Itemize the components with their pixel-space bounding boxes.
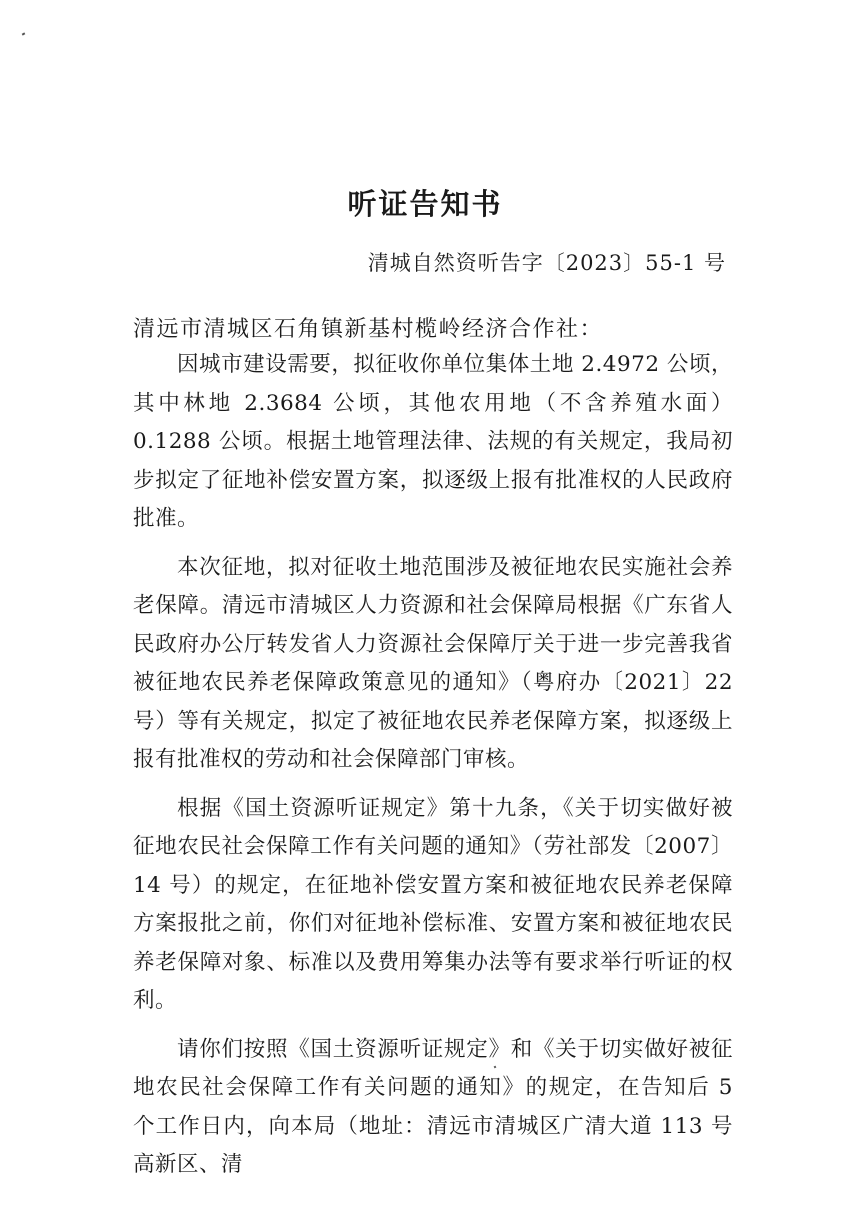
body-paragraph: 请你们按照《国土资源听证规定》和《关于切实做好被征地农民社会保障工作有关问题的通知》的规定，在告知后 5 个工作日内，向本局（地址：清远市清城区广清大道 113 号高新区、清 <box>133 1036 733 1177</box>
document-number: 清城自然资听告字〔2023〕55-1 号 <box>367 251 726 275</box>
addressee: 清远市清城区石角镇新基村榄岭经济合作社： <box>133 317 604 342</box>
scan-speck <box>22 32 26 35</box>
body-paragraph: 因城市建设需要，拟征收你单位集体土地 2.4972 公顷，其中林地 2.3684 公顷，其他农用地（不含养殖水面）0.1288 公顷。根据土地管理法律、法规的有关规定，我局初步拟定了征地补偿安置方案，拟逐级上报有批准权的人民政府批准。 <box>133 352 733 531</box>
document-body <box>133 346 733 1195</box>
document-title: 听证告知书 <box>347 187 503 221</box>
body-paragraph: 根据《国土资源听证规定》第十九条，《关于切实做好被征地农民社会保障工作有关问题的通知》（劳社部发〔2007〕14 号）的规定，在征地补偿安置方案和被征地农民养老保障方案报批之前，你们对征地补偿标准、安置方案和被征地农民养老保障对象、标准以及费用筹集办法等有要求举行听证的权利。 <box>133 795 733 1013</box>
body-paragraph: 本次征地，拟对征收土地范围涉及被征地农民实施社会养老保障。清远市清城区人力资源和社会保障局根据《广东省人民政府办公厅转发省人力资源社会保障厅关于进一步完善我省被征地农民养老保障政策意见的通知》（粤府办〔2021〕22 号）等有关规定，拟定了被征地农民养老保障方案，拟逐级上报有批准权的劳动和社会保障部门审核。 <box>133 554 733 772</box>
